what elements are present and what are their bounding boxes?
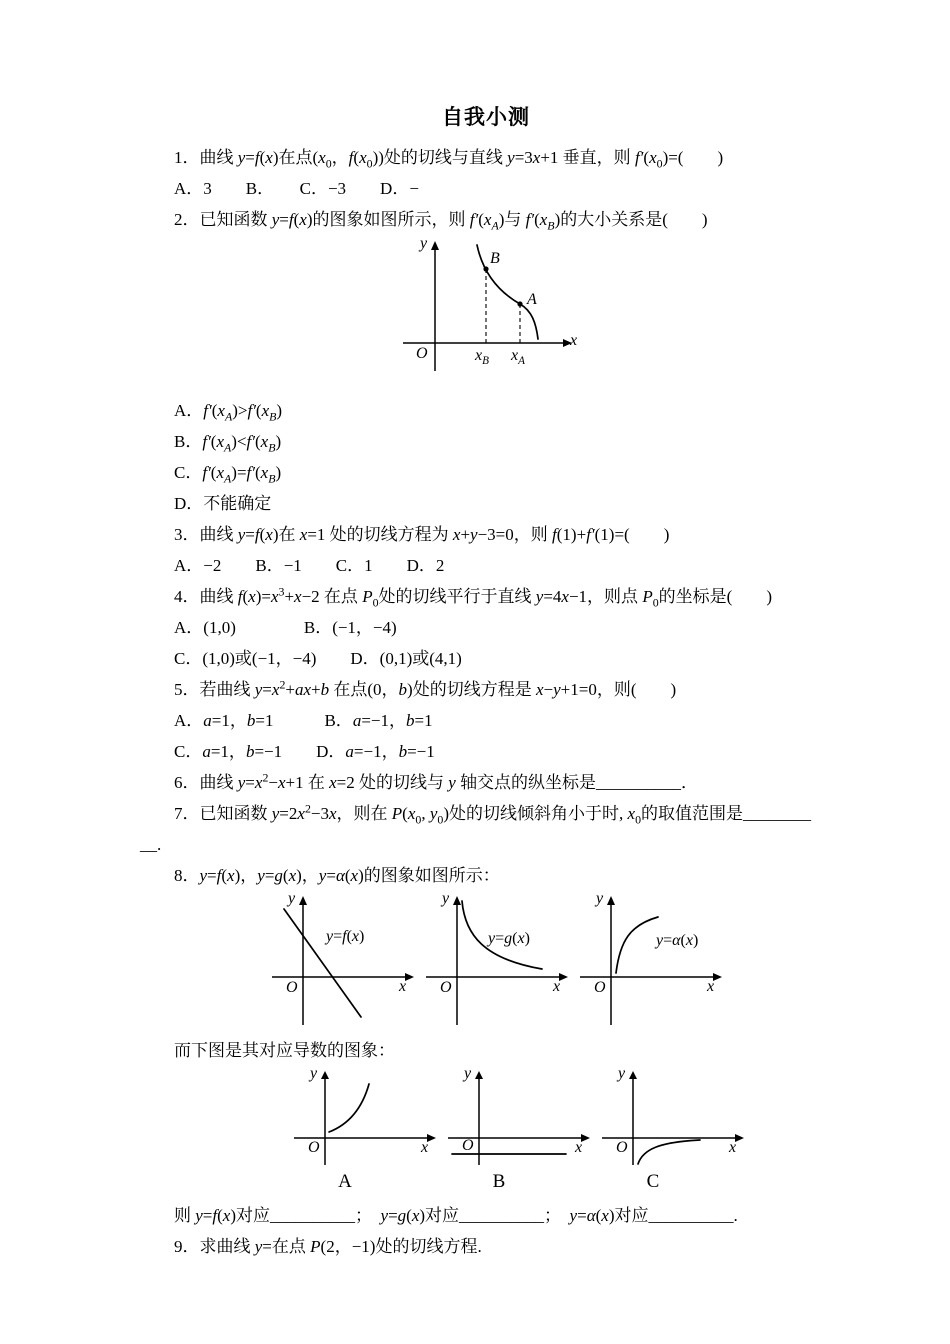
question-5-options-cd: C．a=1，b=−1 D．a=−1，b=−1 bbox=[174, 742, 435, 761]
ax-curve-label: y=α(x) bbox=[656, 932, 699, 949]
figure-gx bbox=[422, 890, 572, 1033]
question-4-options-cd: C．(1,0)或(−1，−4) D．(0,1)或(4,1) bbox=[174, 649, 462, 668]
figure-fx bbox=[268, 890, 418, 1033]
ax-x-axis-label: x bbox=[707, 978, 715, 995]
question-4-options-ab: A．(1,0) B．(−1，−4) bbox=[174, 618, 397, 637]
gx-origin-label: O bbox=[440, 979, 452, 996]
deriv-a-caption: A bbox=[338, 1171, 352, 1192]
ax-plot bbox=[576, 895, 726, 1030]
point-a-dot bbox=[517, 301, 522, 306]
deriv-a-x-axis-label: x bbox=[421, 1139, 429, 1156]
ax-origin-label: O bbox=[594, 979, 606, 996]
question-2-option-b: B．$f'(x_A)<f'(x_B)$ bbox=[174, 432, 282, 455]
question-1-text: 1．曲线 y=f(x)在点($x_0$，$f(x_0)$)处的切线与直线 y=3x+1 垂直，则 $f'(x_0)=$( ) bbox=[174, 148, 724, 171]
q2-x-axis-label: x bbox=[570, 332, 578, 349]
fx-curve-label: y=f(x) bbox=[326, 928, 365, 945]
q2-origin-label: O bbox=[416, 345, 428, 362]
deriv-b-caption: B bbox=[492, 1171, 506, 1192]
question-7-text-continuation: __. bbox=[140, 835, 162, 854]
figure-deriv-c bbox=[598, 1065, 748, 1198]
question-2-option-c: C．$f'(x_A)=f'(x_B)$ bbox=[174, 463, 282, 486]
x-axis-arrow-icon bbox=[405, 973, 414, 981]
question-1-options: A．3 B． C．−3 D．− bbox=[174, 179, 419, 198]
gx-y-axis-label: y bbox=[442, 890, 450, 907]
y-axis-arrow-icon bbox=[607, 896, 615, 905]
question-8-answer-line: 则 y=f(x)对应__________； y=g(x)对应__________； y=α(x)对应__________. bbox=[174, 1206, 738, 1225]
x-axis-arrow-icon bbox=[559, 973, 568, 981]
deriv-a-origin-label: O bbox=[308, 1139, 320, 1156]
deriv-a-curve bbox=[329, 1084, 369, 1132]
question-2-text: 2．已知函数 y=f(x)的图象如图所示，则 $f'(x_A)$与 $f'(x_B)$的大小关系是( ) bbox=[174, 210, 708, 233]
deriv-a-y-axis-label: y bbox=[310, 1065, 318, 1082]
fx-plot bbox=[268, 895, 418, 1030]
gx-x-axis-label: x bbox=[553, 978, 561, 995]
deriv-c-y-axis-label: y bbox=[618, 1065, 626, 1082]
page-title: 自我小测 bbox=[442, 106, 530, 129]
deriv-b-origin-label: O bbox=[462, 1137, 474, 1154]
x-axis-arrow-icon bbox=[713, 973, 722, 981]
q8-derivative-graphs-row bbox=[290, 1065, 832, 1198]
fx-curve bbox=[284, 909, 361, 1017]
question-4-text: 4．曲线 $f(x)=x^3+x-2$ 在点 $P_0$处的切线平行于直线 y=4x−1，则点 $P_0$的坐标是( ) bbox=[174, 584, 772, 610]
question-2-option-a: A．$f'(x_A)>f'(x_B)$ bbox=[174, 401, 283, 424]
y-axis-arrow-icon bbox=[321, 1071, 329, 1079]
q2-xa-tick-label: $x_A$ bbox=[511, 347, 525, 368]
question-2-figure bbox=[400, 235, 590, 389]
figure-ax bbox=[576, 890, 726, 1033]
question-7-text: 7．已知函数 $y=2x^2-3x$，则在 $P(x_0$, $y_0$)处的切线倾斜角小于时, $x_0$的取值范围是________ bbox=[174, 801, 812, 827]
x-axis-arrow-icon bbox=[581, 1134, 590, 1142]
y-axis-arrow-icon bbox=[299, 896, 307, 905]
q2-point-b-label: B bbox=[490, 250, 500, 267]
gx-curve-label: y=g(x) bbox=[488, 930, 530, 947]
question-8-text: 8．y=f(x)，y=g(x)，y=α(x)的图象如图所示： bbox=[174, 866, 500, 885]
question-5-text: 5．若曲线 $y=x^2+ax+b$ 在点(0，b)处的切线方程是 x−y+1=0，则( ) bbox=[174, 677, 677, 699]
figure-deriv-a bbox=[290, 1065, 440, 1198]
x-axis-arrow-icon bbox=[735, 1134, 744, 1142]
q2-point-a-label: A bbox=[527, 291, 537, 308]
fx-y-axis-label: y bbox=[288, 890, 296, 907]
q2-xb-tick-label: $x_B$ bbox=[475, 347, 489, 368]
question-3-options: A．−2 B．−1 C．1 D．2 bbox=[174, 556, 445, 575]
question-2-option-d: D．不能确定 bbox=[174, 494, 272, 513]
figure-deriv-b bbox=[444, 1065, 594, 1198]
question-5-options-ab: A．a=1，b=1 B．a=−1，b=1 bbox=[174, 711, 433, 730]
ax-y-axis-label: y bbox=[596, 890, 604, 907]
fx-x-axis-label: x bbox=[399, 978, 407, 995]
question-8-mid-text: 而下图是其对应导数的图象： bbox=[174, 1041, 395, 1060]
deriv-c-x-axis-label: x bbox=[729, 1139, 737, 1156]
y-axis-arrow-icon bbox=[431, 241, 439, 250]
deriv-c-origin-label: O bbox=[616, 1139, 628, 1156]
deriv-c-caption: C bbox=[646, 1171, 660, 1192]
ax-curve bbox=[616, 917, 658, 973]
question-9-text: 9．求曲线 y=在点 P(2，−1)处的切线方程. bbox=[174, 1237, 482, 1256]
point-b-dot bbox=[483, 266, 488, 271]
question-3-text: 3．曲线 y=f(x)在 x=1 处的切线方程为 x+y−3=0，则 f(1)+f′(1)=( ) bbox=[174, 525, 670, 544]
q2-y-axis-label: y bbox=[420, 235, 428, 252]
deriv-b-y-axis-label: y bbox=[464, 1065, 472, 1082]
fx-origin-label: O bbox=[286, 979, 298, 996]
q8-function-graphs-row bbox=[268, 890, 832, 1033]
y-axis-arrow-icon bbox=[629, 1071, 637, 1079]
y-axis-arrow-icon bbox=[475, 1071, 483, 1079]
deriv-b-plot bbox=[444, 1070, 594, 1170]
x-axis-arrow-icon bbox=[427, 1134, 436, 1142]
question-6-text: 6．曲线 $y=x^2-x+1$ 在 x=2 处的切线与 y 轴交点的纵坐标是__________． bbox=[174, 770, 699, 792]
y-axis-arrow-icon bbox=[453, 896, 461, 905]
gx-plot bbox=[422, 895, 572, 1030]
deriv-b-x-axis-label: x bbox=[575, 1139, 583, 1156]
deriv-c-curve bbox=[638, 1140, 700, 1164]
